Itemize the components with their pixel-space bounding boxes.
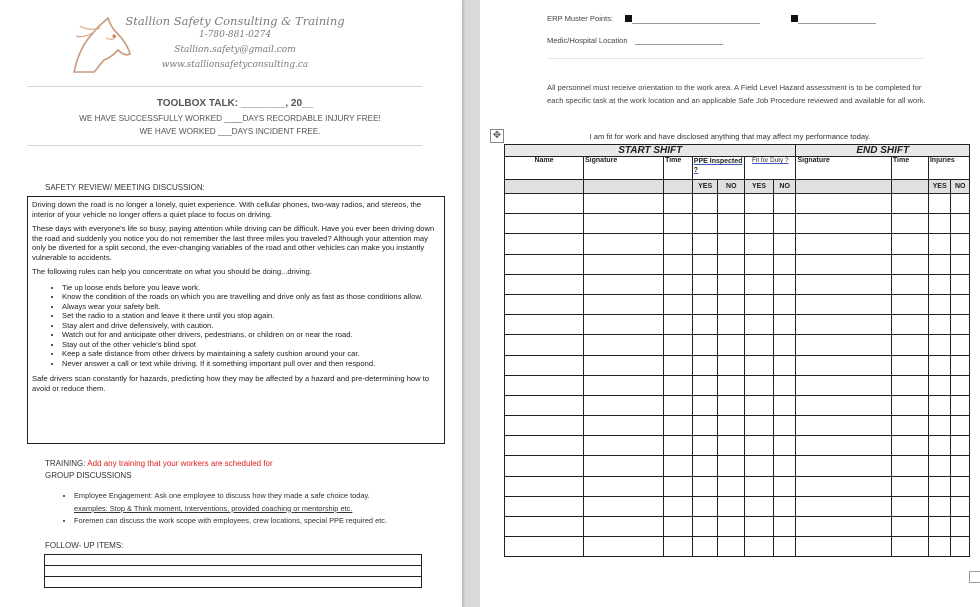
table-cell[interactable] bbox=[951, 436, 970, 456]
table-cell[interactable] bbox=[584, 234, 664, 254]
table-cell[interactable] bbox=[928, 436, 951, 456]
table-cell[interactable] bbox=[951, 375, 970, 395]
follow-up-row[interactable] bbox=[45, 555, 422, 566]
company-website: www.stallionsafetyconsulting.ca bbox=[161, 60, 309, 70]
table-cell[interactable] bbox=[891, 214, 928, 234]
table-cell[interactable] bbox=[718, 456, 745, 476]
table-cell[interactable] bbox=[928, 375, 951, 395]
table-cell[interactable] bbox=[718, 517, 745, 537]
rule-item: • Know the condition of the roads on which you are travelling and drive only as fast as those conditions allow. bbox=[62, 292, 440, 302]
table-cell[interactable] bbox=[692, 294, 718, 314]
table-cell[interactable] bbox=[584, 254, 664, 274]
table-cell[interactable] bbox=[664, 456, 693, 476]
table-cell[interactable] bbox=[692, 395, 718, 415]
table-cell[interactable] bbox=[745, 355, 774, 375]
table-cell[interactable] bbox=[692, 315, 718, 335]
table-cell[interactable] bbox=[745, 517, 774, 537]
table-row bbox=[505, 194, 970, 214]
table-cell[interactable] bbox=[664, 517, 693, 537]
table-cell[interactable] bbox=[745, 194, 774, 214]
table-cell[interactable] bbox=[718, 476, 745, 496]
erp-bullet-icon bbox=[625, 15, 632, 22]
col-time-end: Time bbox=[891, 157, 928, 180]
table-cell[interactable] bbox=[773, 214, 796, 234]
table-cell[interactable] bbox=[718, 335, 745, 355]
table-cell[interactable] bbox=[928, 194, 951, 214]
table-cell[interactable] bbox=[664, 395, 693, 415]
table-cell[interactable] bbox=[951, 496, 970, 516]
table-cell[interactable] bbox=[745, 214, 774, 234]
table-cell[interactable] bbox=[745, 234, 774, 254]
table-cell[interactable] bbox=[745, 456, 774, 476]
follow-up-row[interactable] bbox=[45, 577, 422, 588]
table-cell[interactable] bbox=[773, 315, 796, 335]
rule-item: • Stay alert and drive defensively, with caution. bbox=[62, 321, 440, 331]
group-item bbox=[74, 503, 463, 516]
table-cell[interactable] bbox=[664, 335, 693, 355]
table-row bbox=[505, 537, 970, 557]
table-cell[interactable] bbox=[718, 315, 745, 335]
table-cell[interactable] bbox=[796, 355, 891, 375]
table-cell[interactable] bbox=[584, 294, 664, 314]
table-cell[interactable] bbox=[891, 416, 928, 436]
table-cell[interactable] bbox=[773, 274, 796, 294]
table-cell[interactable] bbox=[796, 476, 891, 496]
table-cell[interactable] bbox=[584, 335, 664, 355]
table-cell[interactable] bbox=[951, 274, 970, 294]
table-cell[interactable] bbox=[891, 517, 928, 537]
fit-for-work-statement: I am fit for work and have disclosed anything that may affect my performance today. bbox=[589, 132, 871, 141]
table-cell[interactable] bbox=[796, 294, 891, 314]
table-cell[interactable] bbox=[951, 315, 970, 335]
table-cell[interactable] bbox=[891, 194, 928, 214]
table-cell[interactable] bbox=[664, 496, 693, 516]
table-row bbox=[505, 335, 970, 355]
table-cell[interactable] bbox=[664, 416, 693, 436]
table-cell[interactable] bbox=[891, 436, 928, 456]
erp-field-2[interactable] bbox=[798, 23, 876, 24]
rule-item: • Always wear your safety belt. bbox=[62, 302, 440, 312]
table-cell[interactable] bbox=[928, 355, 951, 375]
table-cell[interactable] bbox=[584, 214, 664, 234]
yes-no-spacer bbox=[584, 180, 664, 194]
table-cell[interactable] bbox=[505, 214, 584, 234]
table-cell[interactable] bbox=[928, 234, 951, 254]
table-cell[interactable] bbox=[951, 234, 970, 254]
table-cell[interactable] bbox=[692, 436, 718, 456]
table-cell[interactable] bbox=[796, 496, 891, 516]
table-row bbox=[505, 214, 970, 234]
table-cell[interactable] bbox=[584, 537, 664, 557]
table-cell[interactable] bbox=[796, 517, 891, 537]
table-cell[interactable] bbox=[928, 537, 951, 557]
table-cell[interactable] bbox=[928, 496, 951, 516]
table-cell[interactable] bbox=[718, 274, 745, 294]
left-page bbox=[0, 0, 463, 607]
table-row bbox=[505, 476, 970, 496]
table-cell[interactable] bbox=[796, 335, 891, 355]
table-cell[interactable] bbox=[664, 436, 693, 456]
table-cell[interactable] bbox=[796, 315, 891, 335]
table-cell[interactable] bbox=[796, 214, 891, 234]
table-cell[interactable] bbox=[773, 194, 796, 214]
table-cell[interactable] bbox=[584, 476, 664, 496]
erp-divider bbox=[547, 58, 923, 59]
table-cell[interactable] bbox=[692, 355, 718, 375]
table-cell[interactable] bbox=[928, 517, 951, 537]
training-label: TRAINING: bbox=[45, 459, 86, 468]
text-cursor bbox=[773, 383, 774, 393]
table-cell[interactable] bbox=[584, 496, 664, 516]
table-row bbox=[505, 395, 970, 415]
end-shift-header: END SHIFT bbox=[796, 145, 970, 157]
table-cell[interactable] bbox=[891, 254, 928, 274]
table-cell[interactable] bbox=[928, 335, 951, 355]
table-cell[interactable] bbox=[891, 315, 928, 335]
days-injury-free-line: WE HAVE SUCCESSFULLY WORKED ____DAYS RECORDABLE INJURY FREE! bbox=[79, 114, 381, 123]
table-cell[interactable] bbox=[718, 214, 745, 234]
table-cell[interactable] bbox=[718, 436, 745, 456]
table-cell[interactable] bbox=[773, 375, 796, 395]
table-row bbox=[505, 234, 970, 254]
table-cell[interactable] bbox=[745, 395, 774, 415]
table-cell[interactable] bbox=[505, 254, 584, 274]
table-cell[interactable] bbox=[664, 294, 693, 314]
table-cell[interactable] bbox=[928, 254, 951, 274]
ppe-no: NO bbox=[718, 180, 745, 194]
table-cell[interactable] bbox=[891, 456, 928, 476]
table-row bbox=[505, 315, 970, 335]
discussion-box bbox=[27, 196, 445, 444]
table-cell[interactable] bbox=[745, 315, 774, 335]
table-cell[interactable] bbox=[891, 375, 928, 395]
table-cell[interactable] bbox=[951, 294, 970, 314]
rule-item: • Tie up loose ends before you leave work. bbox=[62, 283, 440, 293]
table-cell[interactable] bbox=[718, 395, 745, 415]
table-cell[interactable] bbox=[796, 436, 891, 456]
table-cell[interactable] bbox=[692, 335, 718, 355]
table-cell[interactable] bbox=[692, 274, 718, 294]
table-cell[interactable] bbox=[745, 254, 774, 274]
erp-bullet-icon bbox=[791, 15, 798, 22]
group-item: • Foremen can discuss the work scope with employees, crew locations, special PPE required etc. bbox=[74, 515, 463, 528]
follow-up-table bbox=[44, 554, 422, 588]
discussion-paragraph: Safe drivers scan constantly for hazards, predicting how they may be affected by a hazard and pre-determining how to avoid or reduce them. bbox=[32, 374, 430, 393]
table-cell[interactable] bbox=[891, 335, 928, 355]
table-cell[interactable] bbox=[584, 456, 664, 476]
table-cell[interactable] bbox=[928, 416, 951, 436]
table-cell[interactable] bbox=[692, 517, 718, 537]
table-cell[interactable] bbox=[773, 496, 796, 516]
table-cell[interactable] bbox=[773, 416, 796, 436]
table-cell[interactable] bbox=[505, 315, 584, 335]
table-cell[interactable] bbox=[773, 254, 796, 274]
table-cell[interactable] bbox=[928, 456, 951, 476]
table-cell[interactable] bbox=[584, 375, 664, 395]
table-cell[interactable] bbox=[692, 496, 718, 516]
col-injuries: Injuries bbox=[928, 157, 969, 180]
table-cell[interactable] bbox=[718, 537, 745, 557]
table-cell[interactable] bbox=[796, 194, 891, 214]
table-cell[interactable] bbox=[584, 416, 664, 436]
table-row bbox=[505, 416, 970, 436]
table-cell[interactable] bbox=[505, 274, 584, 294]
driving-rules-list bbox=[32, 283, 440, 369]
table-cell[interactable] bbox=[692, 456, 718, 476]
discussion-paragraph: Driving down the road is no longer a lonely, quiet experience. With cellular phones, two-way radios, and stereos, the interior of your vehicle no longer offers a quiet place to focus on driving. bbox=[32, 200, 422, 219]
table-cell[interactable] bbox=[745, 375, 774, 395]
toolbox-talk-title: TOOLBOX TALK: ________, 20__ bbox=[156, 98, 314, 109]
table-cell[interactable] bbox=[505, 517, 584, 537]
header-divider bbox=[27, 86, 422, 87]
table-cell[interactable] bbox=[505, 234, 584, 254]
rule-item: • Watch out for and anticipate other drivers, pedestrians, or children on or near the road. bbox=[62, 330, 440, 340]
yes-no-spacer bbox=[891, 180, 928, 194]
table-cell[interactable] bbox=[928, 395, 951, 415]
table-row bbox=[505, 436, 970, 456]
table-cell[interactable] bbox=[773, 355, 796, 375]
table-cell[interactable] bbox=[745, 416, 774, 436]
table-cell[interactable] bbox=[796, 375, 891, 395]
table-cell[interactable] bbox=[745, 436, 774, 456]
table-cell[interactable] bbox=[664, 476, 693, 496]
table-cell[interactable] bbox=[951, 517, 970, 537]
table-cell[interactable] bbox=[891, 274, 928, 294]
rule-item: • Never answer a call or text while driving. If it something important pull over and then respond. bbox=[62, 359, 440, 369]
table-cell[interactable] bbox=[891, 355, 928, 375]
table-move-handle-icon[interactable]: ✥ bbox=[490, 129, 504, 143]
table-cell[interactable] bbox=[796, 234, 891, 254]
table-row bbox=[505, 254, 970, 274]
table-cell[interactable] bbox=[891, 294, 928, 314]
table-cell[interactable] bbox=[796, 537, 891, 557]
table-cell[interactable] bbox=[951, 476, 970, 496]
table-cell[interactable] bbox=[664, 375, 693, 395]
table-cell[interactable] bbox=[505, 436, 584, 456]
table-cell[interactable] bbox=[505, 476, 584, 496]
table-cell[interactable] bbox=[664, 355, 693, 375]
table-cell[interactable] bbox=[773, 335, 796, 355]
injuries-yes: YES bbox=[928, 180, 951, 194]
table-cell[interactable] bbox=[951, 214, 970, 234]
follow-up-label: FOLLOW- UP ITEMS: bbox=[45, 541, 124, 550]
page-corner bbox=[969, 571, 980, 583]
table-cell[interactable] bbox=[773, 517, 796, 537]
examples-text: examples: Stop & Think moment, Interventions, provided coaching or mentorship etc. bbox=[74, 503, 353, 513]
table-row bbox=[505, 496, 970, 516]
table-cell[interactable] bbox=[796, 254, 891, 274]
table-cell[interactable] bbox=[951, 335, 970, 355]
table-cell[interactable] bbox=[505, 456, 584, 476]
injuries-no: NO bbox=[951, 180, 970, 194]
rule-item: • Stay out of the other vehicle's blind spot bbox=[62, 340, 440, 350]
company-email: Stallion.safety@gmail.com bbox=[174, 45, 296, 55]
table-cell[interactable] bbox=[505, 416, 584, 436]
table-cell[interactable] bbox=[692, 194, 718, 214]
table-cell[interactable] bbox=[745, 274, 774, 294]
yes-no-spacer bbox=[796, 180, 891, 194]
table-cell[interactable] bbox=[692, 254, 718, 274]
table-cell[interactable] bbox=[773, 395, 796, 415]
table-cell[interactable] bbox=[951, 254, 970, 274]
group-discussion-list bbox=[44, 490, 463, 528]
table-cell[interactable] bbox=[584, 395, 664, 415]
table-cell[interactable] bbox=[928, 294, 951, 314]
table-cell[interactable] bbox=[928, 315, 951, 335]
table-cell[interactable] bbox=[718, 194, 745, 214]
table-cell[interactable] bbox=[773, 456, 796, 476]
table-cell[interactable] bbox=[505, 496, 584, 516]
table-cell[interactable] bbox=[664, 214, 693, 234]
table-cell[interactable] bbox=[718, 375, 745, 395]
table-cell[interactable] bbox=[796, 395, 891, 415]
table-cell[interactable] bbox=[505, 375, 584, 395]
table-cell[interactable] bbox=[664, 315, 693, 335]
table-cell[interactable] bbox=[951, 537, 970, 557]
table-cell[interactable] bbox=[745, 335, 774, 355]
erp-field-1[interactable] bbox=[632, 23, 760, 24]
table-cell[interactable] bbox=[891, 395, 928, 415]
col-ppe-inspected: PPE Inspected ? bbox=[692, 157, 744, 180]
table-row bbox=[505, 355, 970, 375]
table-cell[interactable] bbox=[951, 355, 970, 375]
table-cell[interactable] bbox=[796, 456, 891, 476]
table-cell[interactable] bbox=[951, 395, 970, 415]
yes-no-spacer bbox=[664, 180, 693, 194]
table-cell[interactable] bbox=[891, 234, 928, 254]
table-cell[interactable] bbox=[928, 214, 951, 234]
table-cell[interactable] bbox=[928, 476, 951, 496]
table-cell[interactable] bbox=[584, 315, 664, 335]
table-cell[interactable] bbox=[745, 476, 774, 496]
col-signature: Signature bbox=[584, 157, 664, 180]
table-row bbox=[505, 375, 970, 395]
table-cell[interactable] bbox=[773, 234, 796, 254]
table-cell[interactable] bbox=[928, 274, 951, 294]
table-cell[interactable] bbox=[584, 517, 664, 537]
follow-up-row[interactable] bbox=[45, 566, 422, 577]
table-cell[interactable] bbox=[505, 537, 584, 557]
table-cell[interactable] bbox=[718, 234, 745, 254]
table-cell[interactable] bbox=[718, 496, 745, 516]
training-section bbox=[45, 459, 273, 468]
rule-item: • Keep a safe distance from other drivers by maintaining a safety cushion around your car. bbox=[62, 349, 440, 359]
table-cell[interactable] bbox=[692, 375, 718, 395]
table-cell[interactable] bbox=[664, 537, 693, 557]
table-cell[interactable] bbox=[584, 436, 664, 456]
title-divider bbox=[27, 145, 422, 146]
table-cell[interactable] bbox=[891, 496, 928, 516]
table-cell[interactable] bbox=[796, 274, 891, 294]
fit-yes: YES bbox=[745, 180, 774, 194]
table-cell[interactable] bbox=[773, 476, 796, 496]
orientation-text: All personnel must receive orientation to the work area. A Field Level Hazard assessment is to be completed for each specific task at the work location and an applicable Safe Job Procedure reviewed and available for all work. bbox=[547, 83, 926, 105]
table-cell[interactable] bbox=[718, 355, 745, 375]
table-cell[interactable] bbox=[664, 254, 693, 274]
col-fit-for-duty: Fit for Duty ? bbox=[745, 157, 796, 180]
company-phone: 1-780-881-0274 bbox=[198, 30, 272, 40]
table-cell[interactable] bbox=[745, 294, 774, 314]
table-cell[interactable] bbox=[505, 355, 584, 375]
ppe-yes: YES bbox=[692, 180, 718, 194]
table-cell[interactable] bbox=[692, 416, 718, 436]
table-cell[interactable] bbox=[718, 294, 745, 314]
table-cell[interactable] bbox=[692, 537, 718, 557]
col-time: Time bbox=[664, 157, 693, 180]
start-shift-header: START SHIFT bbox=[505, 145, 796, 157]
discussion-paragraph: The following rules can help you concentrate on what you should be doing...driving. bbox=[32, 267, 312, 276]
table-cell[interactable] bbox=[891, 537, 928, 557]
medic-location-label: Medic/Hospital Location bbox=[547, 36, 628, 45]
table-cell[interactable] bbox=[951, 194, 970, 214]
col-name: Name bbox=[505, 157, 584, 180]
table-row bbox=[505, 456, 970, 476]
table-cell[interactable] bbox=[745, 537, 774, 557]
table-cell[interactable] bbox=[692, 214, 718, 234]
table-cell[interactable] bbox=[891, 476, 928, 496]
col-signature-end: Signature bbox=[796, 157, 891, 180]
discussion-paragraph: These days with everyone's life so busy, paying attention while driving can be difficult. Have you ever been driving down the road and suddenly you notice you do not remember the last three miles you traveled? Although your attention may only be diverted for a split second, the ever-changing variables of the road and other vehicles can make you instantly vulnerable to accidents. bbox=[32, 224, 435, 262]
table-cell[interactable] bbox=[718, 416, 745, 436]
table-cell[interactable] bbox=[692, 234, 718, 254]
table-cell[interactable] bbox=[664, 234, 693, 254]
table-cell[interactable] bbox=[584, 355, 664, 375]
sign-in-table bbox=[504, 144, 970, 557]
yes-no-spacer bbox=[505, 180, 584, 194]
table-cell[interactable] bbox=[584, 194, 664, 214]
erp-muster-label: ERP Muster Points: bbox=[547, 14, 614, 23]
table-cell[interactable] bbox=[718, 254, 745, 274]
table-row bbox=[505, 294, 970, 314]
group-discussions-label: GROUP DISCUSSIONS bbox=[45, 471, 132, 480]
table-row bbox=[505, 517, 970, 537]
medic-location-field[interactable] bbox=[635, 44, 723, 45]
table-cell[interactable] bbox=[773, 537, 796, 557]
days-incident-free-line: WE HAVE WORKED ___DAYS INCIDENT FREE. bbox=[139, 127, 321, 136]
rule-item: • Set the radio to a station and leave it there until you stop again. bbox=[62, 311, 440, 321]
fit-no: NO bbox=[773, 180, 796, 194]
table-cell[interactable] bbox=[692, 476, 718, 496]
table-cell[interactable] bbox=[505, 294, 584, 314]
table-cell[interactable] bbox=[773, 294, 796, 314]
table-cell[interactable] bbox=[796, 416, 891, 436]
table-cell[interactable] bbox=[773, 436, 796, 456]
table-cell[interactable] bbox=[664, 274, 693, 294]
table-cell[interactable] bbox=[505, 335, 584, 355]
table-cell[interactable] bbox=[951, 416, 970, 436]
table-cell[interactable] bbox=[745, 496, 774, 516]
table-cell[interactable] bbox=[664, 194, 693, 214]
table-cell[interactable] bbox=[584, 274, 664, 294]
table-cell[interactable] bbox=[505, 395, 584, 415]
table-cell[interactable] bbox=[505, 194, 584, 214]
sign-in-rows bbox=[505, 194, 970, 557]
table-cell[interactable] bbox=[951, 456, 970, 476]
group-item: • Employee Engagement: Ask one employee to discuss how they made a safe choice today. bbox=[74, 490, 463, 503]
safety-review-label: SAFETY REVIEW/ MEETING DISCUSSION: bbox=[45, 183, 205, 192]
company-name: Stallion Safety Consulting & Training bbox=[125, 14, 345, 28]
training-note: Add any training that your workers are scheduled for bbox=[87, 459, 273, 468]
table-row bbox=[505, 274, 970, 294]
